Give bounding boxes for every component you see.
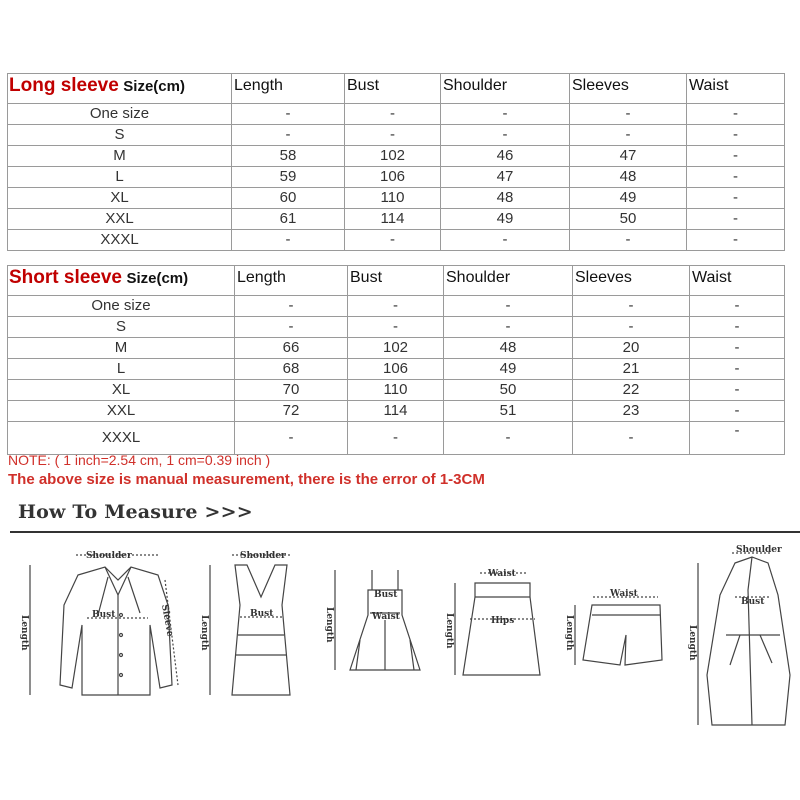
- value-cell: 61: [232, 209, 345, 230]
- table-title: Short sleeve: [9, 267, 122, 288]
- value-cell: -: [690, 401, 785, 422]
- value-cell: 68: [235, 359, 348, 380]
- value-cell: 114: [348, 401, 444, 422]
- value-cell: -: [690, 380, 785, 401]
- blouse-illustration: [30, 555, 178, 695]
- value-cell: 48: [570, 167, 687, 188]
- blouse-bust-label: Bust: [92, 610, 116, 620]
- value-cell: 48: [444, 338, 573, 359]
- value-cell: -: [570, 104, 687, 125]
- value-cell: -: [232, 230, 345, 251]
- value-cell: 102: [345, 146, 441, 167]
- table-title-cell: [8, 74, 232, 104]
- value-cell: -: [573, 317, 690, 338]
- blouse-shoulder-label: Shoulder: [86, 551, 132, 561]
- size-cell: XXL: [8, 209, 232, 230]
- table-unit: Size(cm): [123, 78, 185, 95]
- blouse-sleeve-label: Sleeve: [159, 603, 175, 638]
- value-cell: -: [690, 359, 785, 380]
- value-cell: 47: [570, 146, 687, 167]
- table-row: [8, 167, 785, 188]
- size-cell: One size: [8, 296, 235, 317]
- value-cell: -: [573, 422, 690, 455]
- value-cell: 66: [235, 338, 348, 359]
- value-cell: -: [441, 230, 570, 251]
- value-cell: 72: [235, 401, 348, 422]
- shorts-illustration: [575, 597, 662, 665]
- tank-top-illustration: [210, 555, 290, 695]
- column-header-bust: Bust: [348, 266, 444, 296]
- value-cell: -: [441, 104, 570, 125]
- value-cell: 20: [573, 338, 690, 359]
- table-row: [8, 296, 785, 317]
- table-row: [8, 422, 785, 455]
- table-header-row: [8, 266, 785, 296]
- blouse-length-label: Length: [19, 615, 29, 651]
- size-cell: L: [8, 167, 232, 188]
- value-cell: 49: [441, 209, 570, 230]
- value-cell: -: [441, 125, 570, 146]
- value-cell: -: [444, 317, 573, 338]
- value-cell: 46: [441, 146, 570, 167]
- value-cell: -: [348, 296, 444, 317]
- value-cell: -: [570, 230, 687, 251]
- size-cell: One size: [8, 104, 232, 125]
- value-cell: 49: [444, 359, 573, 380]
- value-cell: -: [690, 422, 785, 455]
- column-header-length: Length: [235, 266, 348, 296]
- table-unit: Size(cm): [126, 270, 189, 287]
- table-row: [8, 359, 785, 380]
- value-cell: -: [345, 230, 441, 251]
- value-cell: 51: [444, 401, 573, 422]
- table-row: [8, 188, 785, 209]
- skirt-length-label: Length: [444, 613, 454, 649]
- size-cell: XL: [8, 188, 232, 209]
- table-row: [8, 104, 785, 125]
- table-row: [8, 380, 785, 401]
- dress-waist-label: Waist: [372, 612, 400, 622]
- column-header-sleeves: Sleeves: [573, 266, 690, 296]
- shorts-waist-label: Waist: [610, 589, 638, 599]
- value-cell: 58: [232, 146, 345, 167]
- value-cell: -: [687, 125, 785, 146]
- conversion-note: NOTE: ( 1 inch=2.54 cm, 1 cm=0.39 inch ): [8, 452, 271, 468]
- value-cell: 21: [573, 359, 690, 380]
- value-cell: -: [687, 146, 785, 167]
- table-row: [8, 317, 785, 338]
- column-header-waist: Waist: [687, 74, 785, 104]
- value-cell: -: [444, 422, 573, 455]
- value-cell: -: [690, 296, 785, 317]
- how-to-measure-heading: How To Measure >>>: [18, 501, 253, 523]
- skirt-hips-label: Hips: [491, 616, 515, 626]
- shorts-length-label: Length: [564, 615, 574, 651]
- table-row: [8, 338, 785, 359]
- value-cell: -: [687, 188, 785, 209]
- value-cell: 50: [570, 209, 687, 230]
- how-to-measure-diagram: [0, 535, 800, 797]
- size-cell: XXXL: [8, 230, 232, 251]
- measurement-error-note: The above size is manual measurement, there is the error of 1-3CM: [8, 471, 485, 488]
- value-cell: -: [232, 104, 345, 125]
- size-cell: XL: [8, 380, 235, 401]
- value-cell: 23: [573, 401, 690, 422]
- value-cell: 48: [441, 188, 570, 209]
- skirt-waist-label: Waist: [488, 569, 516, 579]
- value-cell: -: [235, 296, 348, 317]
- column-header-shoulder: Shoulder: [441, 74, 570, 104]
- value-cell: -: [345, 125, 441, 146]
- table-row: [8, 209, 785, 230]
- tank-length-label: Length: [199, 615, 209, 651]
- size-cell: S: [8, 317, 235, 338]
- value-cell: -: [690, 338, 785, 359]
- value-cell: 50: [444, 380, 573, 401]
- size-cell: XXXL: [8, 422, 235, 455]
- column-header-waist: Waist: [690, 266, 785, 296]
- column-header-shoulder: Shoulder: [444, 266, 573, 296]
- value-cell: 106: [348, 359, 444, 380]
- value-cell: -: [232, 125, 345, 146]
- coat-shoulder-label: Shoulder: [736, 545, 782, 555]
- table-row: [8, 401, 785, 422]
- size-cell: L: [8, 359, 235, 380]
- value-cell: -: [687, 209, 785, 230]
- value-cell: -: [235, 317, 348, 338]
- value-cell: -: [687, 230, 785, 251]
- value-cell: 60: [232, 188, 345, 209]
- column-header-length: Length: [232, 74, 345, 104]
- value-cell: -: [348, 422, 444, 455]
- size-cell: XXL: [8, 401, 235, 422]
- table-row: [8, 125, 785, 146]
- value-cell: -: [348, 317, 444, 338]
- value-cell: 106: [345, 167, 441, 188]
- coat-length-label: Length: [687, 625, 697, 661]
- size-cell: M: [8, 338, 235, 359]
- value-cell: -: [690, 317, 785, 338]
- value-cell: -: [573, 296, 690, 317]
- value-cell: 59: [232, 167, 345, 188]
- value-cell: 102: [348, 338, 444, 359]
- value-cell: 47: [441, 167, 570, 188]
- column-header-bust: Bust: [345, 74, 441, 104]
- table-row: [8, 230, 785, 251]
- table-row: [8, 146, 785, 167]
- value-cell: 110: [348, 380, 444, 401]
- table-title-cell: [8, 266, 235, 296]
- table-title: Long sleeve: [9, 75, 119, 96]
- dress-length-label: Length: [324, 607, 334, 643]
- value-cell: -: [444, 296, 573, 317]
- value-cell: -: [235, 422, 348, 455]
- trench-coat-illustration: [698, 553, 790, 725]
- tank-shoulder-label: Shoulder: [240, 551, 286, 561]
- value-cell: 70: [235, 380, 348, 401]
- value-cell: 114: [345, 209, 441, 230]
- coat-bust-label: Bust: [741, 597, 765, 607]
- value-cell: -: [687, 167, 785, 188]
- value-cell: 110: [345, 188, 441, 209]
- column-header-sleeves: Sleeves: [570, 74, 687, 104]
- heading-divider: [10, 531, 800, 533]
- dress-bust-label: Bust: [374, 590, 398, 600]
- value-cell: -: [345, 104, 441, 125]
- long-sleeve-size-table: [7, 73, 785, 251]
- value-cell: 22: [573, 380, 690, 401]
- table-header-row: [8, 74, 785, 104]
- tank-bust-label: Bust: [250, 609, 274, 619]
- size-cell: S: [8, 125, 232, 146]
- short-sleeve-size-table: [7, 265, 785, 455]
- value-cell: -: [570, 125, 687, 146]
- size-cell: M: [8, 146, 232, 167]
- value-cell: 49: [570, 188, 687, 209]
- value-cell: -: [687, 104, 785, 125]
